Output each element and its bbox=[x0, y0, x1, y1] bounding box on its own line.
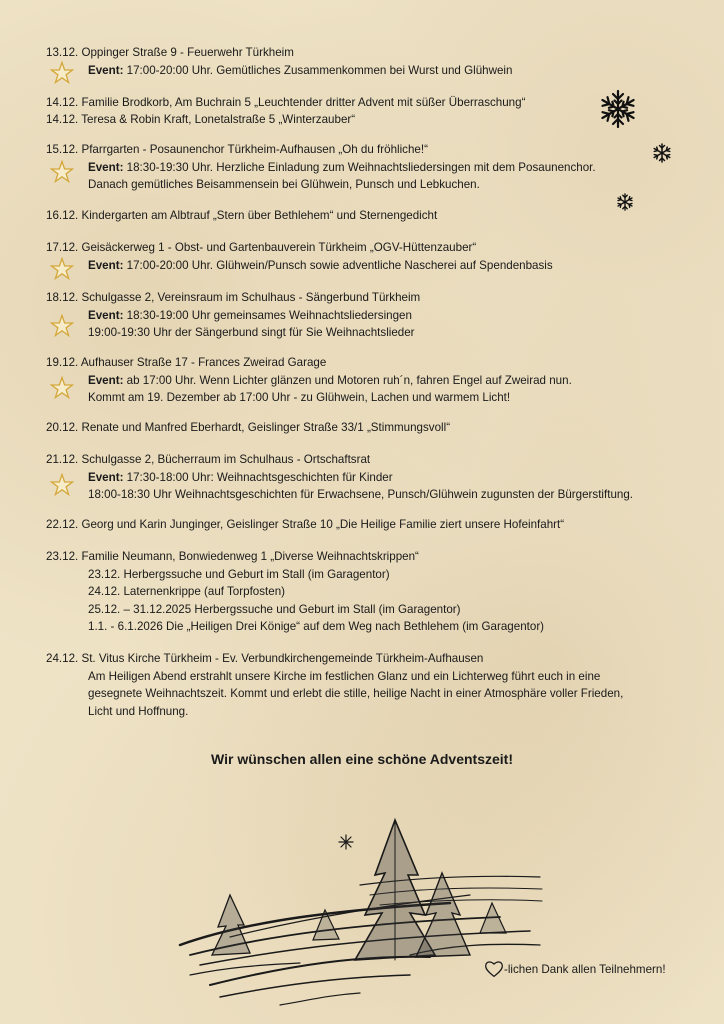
entry-header: 16.12. Kindergarten am Albtrauf „Stern über Bethlehem“ und Sternengedicht bbox=[46, 209, 438, 222]
entry-sub: 23.12. Herbergssuche und Geburt im Stall (im Garagentor) bbox=[88, 567, 390, 581]
event-label: Event: bbox=[88, 470, 124, 484]
snowflake-icon bbox=[598, 89, 638, 129]
entry-13 bbox=[46, 44, 686, 79]
entry-header: 14.12. Teresa & Robin Kraft, Lonetalstraße 5 „Winterzauber“ bbox=[46, 113, 356, 126]
entry-sub: 24.12. Laternenkrippe (auf Torpfosten) bbox=[88, 585, 286, 598]
entry-event bbox=[46, 159, 686, 177]
entry-23 bbox=[46, 548, 686, 636]
star-outline-icon bbox=[50, 473, 74, 497]
entry-sub: Licht und Hoffnung. bbox=[88, 704, 189, 718]
entry-event bbox=[46, 257, 686, 275]
entry-sub: 25.12. – 31.12.2025 Herbergssuche und Geburt im Stall (im Garagentor) bbox=[88, 602, 461, 616]
entry-header: 23.12. Familie Neumann, Bonwiedenweg 1 „Diverse Weihnachtskrippen“ bbox=[46, 550, 419, 563]
star-outline-icon bbox=[50, 376, 74, 400]
event-label: Event: bbox=[88, 160, 124, 174]
entry-14b bbox=[46, 111, 686, 129]
winter-landscape-sketch bbox=[170, 815, 550, 1015]
star-outline-icon bbox=[50, 160, 74, 184]
thanks-line bbox=[484, 960, 666, 978]
entry-extra: Kommt am 19. Dezember ab 17:00 Uhr - zu Glühwein, Lachen und warmem Licht! bbox=[88, 391, 511, 404]
event-text: 17:00-20:00 Uhr. Glühwein/Punsch sowie adventliche Nascherei auf Spendenbasis bbox=[123, 258, 553, 272]
entry-16 bbox=[46, 207, 686, 225]
entry-sub: gesegnete Weihnachtszeit. Kommt und erlebt die stille, heilige Nacht in einer Atmosphäre voller Frieden, bbox=[88, 687, 624, 700]
entry-21 bbox=[46, 451, 686, 504]
event-label: Event: bbox=[88, 373, 124, 387]
entry-sub: 1.1. - 6.1.2026 Die „Heiligen Drei Könige“ auf dem Weg nach Bethlehem (im Garagentor) bbox=[88, 620, 545, 633]
entry-event bbox=[46, 62, 686, 80]
entry-header: 13.12. Oppinger Straße 9 - Feuerwehr Türkheim bbox=[46, 46, 294, 59]
entry-19 bbox=[46, 354, 686, 407]
snowflake-icon bbox=[616, 193, 634, 211]
event-text: 17:30-18:00 Uhr: Weihnachtsgeschichten für Kinder bbox=[123, 470, 393, 484]
entry-event bbox=[46, 469, 686, 487]
entry-extra: Danach gemütliches Beisammensein bei Glühwein, Punsch und Lebkuchen. bbox=[88, 178, 480, 191]
star-outline-icon bbox=[50, 257, 74, 281]
event-text: 17:00-20:00 Uhr. Gemütliches Zusammenkommen bei Wurst und Glühwein bbox=[123, 63, 513, 77]
snowflake-icon bbox=[652, 143, 672, 163]
star-outline-icon bbox=[50, 61, 74, 85]
entry-header: 22.12. Georg und Karin Junginger, Geislinger Straße 10 „Die Heilige Familie ziert unsere Hofeinfahrt“ bbox=[46, 518, 565, 531]
event-text: ab 17:00 Uhr. Wenn Lichter glänzen und Motoren ruh´n, fahren Engel auf Zweirad nun. bbox=[123, 373, 572, 387]
entry-20 bbox=[46, 419, 686, 437]
entry-22 bbox=[46, 516, 686, 534]
event-label: Event: bbox=[88, 63, 124, 77]
closing-wish: Wir wünschen allen eine schöne Adventszeit! bbox=[211, 751, 513, 767]
entry-event bbox=[46, 372, 686, 390]
entry-extra: 19:00-19:30 Uhr der Sängerbund singt für Sie Weihnachtslieder bbox=[88, 326, 415, 339]
entry-17 bbox=[46, 239, 686, 274]
entry-header: 20.12. Renate und Manfred Eberhardt, Geislinger Straße 33/1 „Stimmungsvoll“ bbox=[46, 421, 451, 434]
entry-15 bbox=[46, 141, 686, 194]
entry-event bbox=[46, 307, 686, 325]
entry-header: 17.12. Geisäckerweg 1 - Obst- und Gartenbauverein Türkheim „OGV-Hüttenzauber“ bbox=[46, 241, 477, 254]
entry-18 bbox=[46, 289, 686, 342]
star-outline-icon bbox=[50, 314, 74, 338]
entry-header: 18.12. Schulgasse 2, Vereinsraum im Schulhaus - Sängerbund Türkheim bbox=[46, 291, 421, 304]
event-label: Event: bbox=[88, 258, 124, 272]
thanks-text: -lichen Dank allen Teilnehmern! bbox=[504, 962, 666, 976]
event-text: 18:30-19:30 Uhr. Herzliche Einladung zum Weihnachtsliedersingen mit dem Posaunenchor. bbox=[123, 160, 596, 174]
entry-extra: 18:00-18:30 Uhr Weihnachtsgeschichten für Erwachsene, Punsch/Glühwein zugunsten der Bürgerstiftung. bbox=[88, 488, 634, 501]
entry-header: 15.12. Pfarrgarten - Posaunenchor Türkheim-Aufhausen „Oh du fröhliche!“ bbox=[46, 143, 428, 156]
heart-outline-icon bbox=[484, 960, 504, 978]
event-label: Event: bbox=[88, 308, 124, 322]
entry-24 bbox=[46, 650, 686, 720]
event-text: 18:30-19:00 Uhr gemeinsames Weihnachtsliedersingen bbox=[123, 308, 412, 322]
entry-header: 19.12. Aufhauser Straße 17 - Frances Zweirad Garage bbox=[46, 356, 327, 369]
entry-sub: Am Heiligen Abend erstrahlt unsere Kirche im festlichen Glanz und ein Lichterweg führt euch in eine bbox=[88, 669, 601, 683]
entry-14a bbox=[46, 94, 686, 112]
entry-header: 24.12. St. Vitus Kirche Türkheim - Ev. Verbundkirchengemeinde Türkheim-Aufhausen bbox=[46, 652, 484, 665]
entry-header: 21.12. Schulgasse 2, Bücherraum im Schulhaus - Ortschaftsrat bbox=[46, 453, 371, 466]
entry-header: 14.12. Familie Brodkorb, Am Buchrain 5 „Leuchtender dritter Advent mit süßer Überraschung“ bbox=[46, 96, 526, 109]
